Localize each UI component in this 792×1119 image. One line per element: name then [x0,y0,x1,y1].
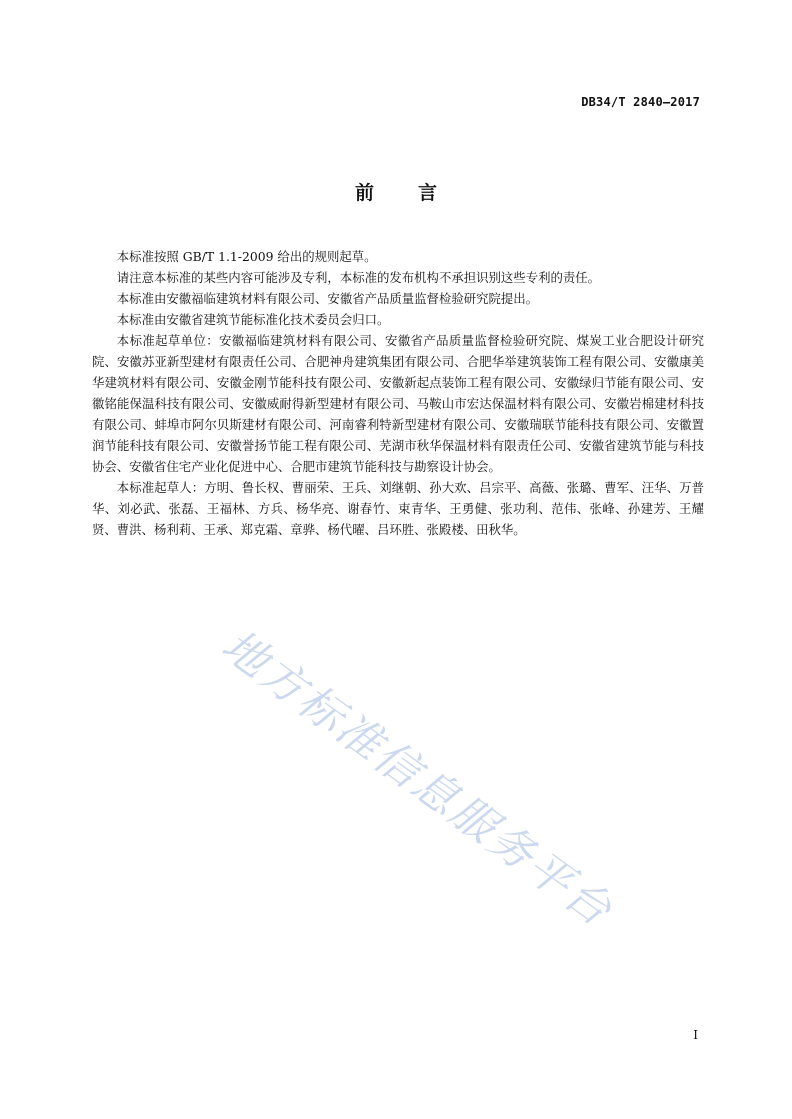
document-code: DB34/T 2840—2017 [581,95,700,109]
page-number: I [693,1028,698,1042]
page-title: 前言 [354,182,481,204]
paragraph-patent-notice: 请注意本标准的某些内容可能涉及专利，本标准的发布机构不承担识别这些专利的责任。 [116,270,601,285]
paragraph-proposer: 本标准由安徽福临建筑材料有限公司、安徽省产品质量监督检验研究院提出。 [116,291,539,306]
document-body [92,246,704,540]
watermark: 地方标准信息服务平台 [212,619,623,938]
paragraph-drafting-rules: 本标准按照 GB/T 1.1-2009 给出的规则起草。 [116,249,377,264]
paragraph-drafters: 本标准起草人：方明、鲁长权、曹丽荣、王兵、刘继朝、孙大欢、吕宗平、高薇、张璐、曹军、汪华、万普华、刘必武、张磊、王福林、方兵、杨华亮、谢春竹、束青华、王勇健、张功利、范伟、张峰、孙建芳、王耀贤、曹洪、杨利莉、王承、郑克霜、章骅、杨代曜、吕环胜、张殿楼、田秋华。 [92,480,704,537]
paragraph-administrator: 本标准由安徽省建筑节能标准化技术委员会归口。 [116,312,390,327]
paragraph-drafting-units: 本标准起草单位：安徽福临建筑材料有限公司、安徽省产品质量监督检验研究院、煤炭工业合肥设计研究院、安徽苏亚新型建材有限责任公司、合肥神舟建筑集团有限公司、合肥华举建筑装饰工程有限公司、安徽康美华建筑材料有限公司、安徽金刚节能科技有限公司、安徽新起点装饰工程有限公司、安徽绿归节能有限公司、安徽铭能保温科技有限公司、安徽威耐得新型建材有限公司、马鞍山市宏达保温材料有限公司、安徽岩棉建材科技有限公司、蚌埠市阿尔贝斯建材有限公司、河南睿利特新型建材有限公司、安徽瑞联节能科技有限公司、安徽置润节能科技有限公司、安徽誉扬节能工程有限公司、芜湖市秋华保温材料有限责任公司、安徽省建筑节能与科技协会、安徽省住宅产业化促进中心、合肥市建筑节能科技与勘察设计协会。 [92,333,704,474]
